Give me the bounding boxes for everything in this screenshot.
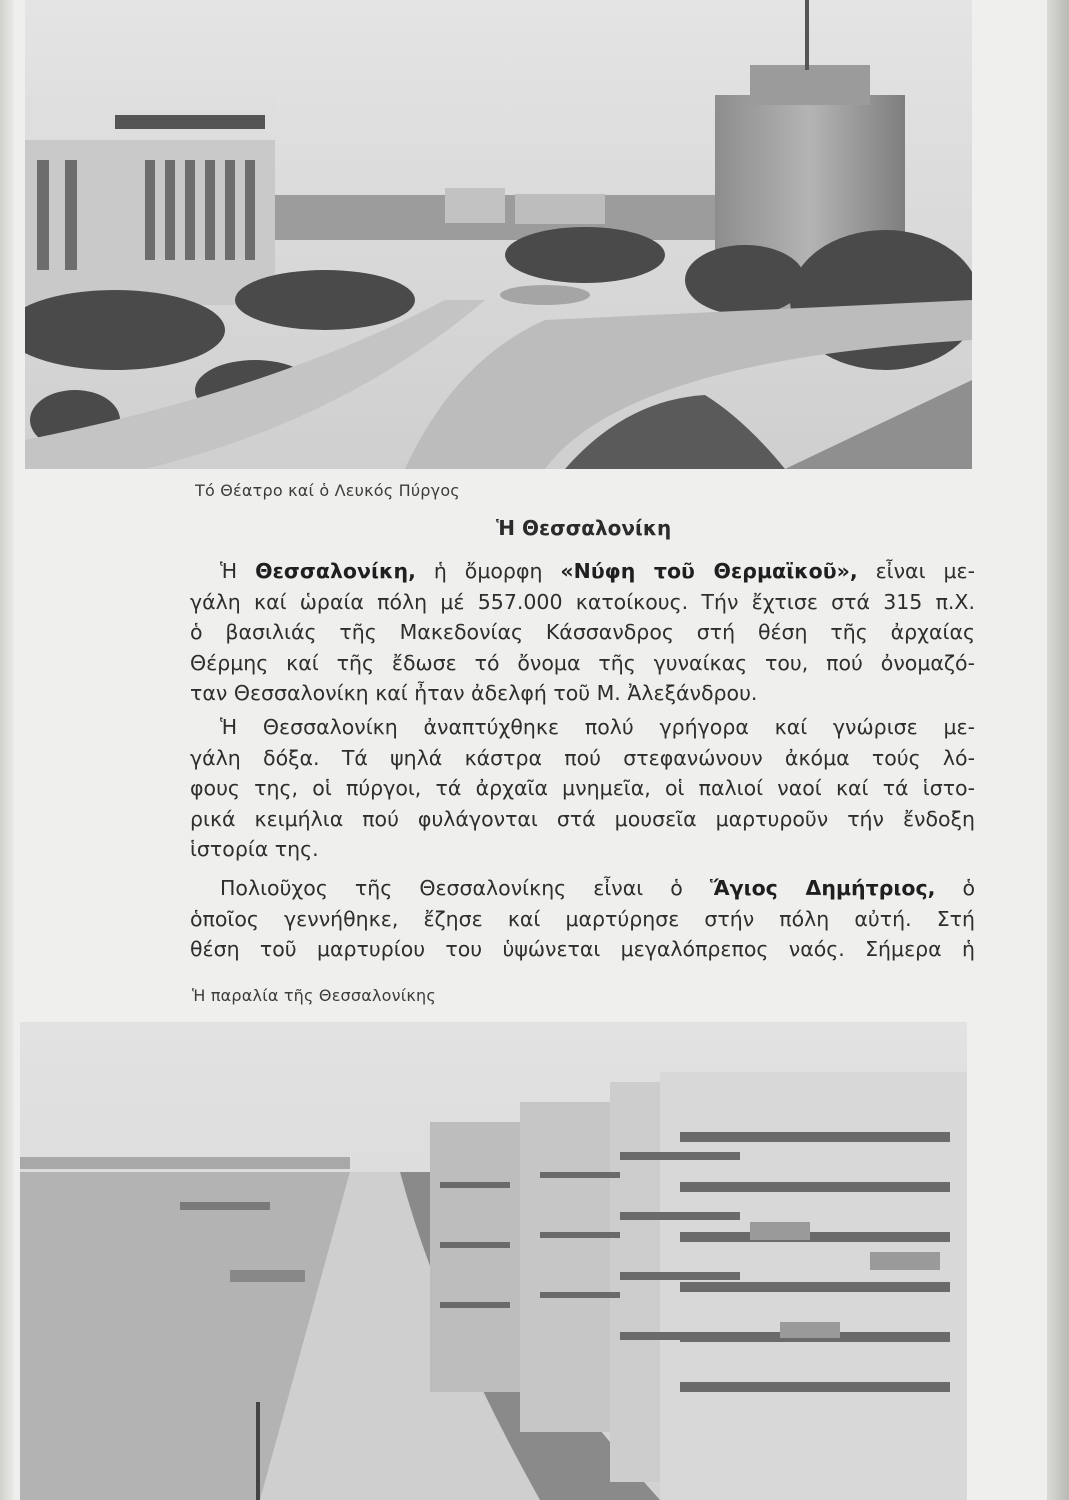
paragraph-2-line-3: φους της, οἱ πύργοι, τά ἀρχαῖα μνημεῖα, οἱ παλιοί ναοί καί τά ἱστο- — [190, 776, 975, 800]
paragraph-2-line-1: Ἡ Θεσσαλονίκη ἀναπτύχθηκε πολύ γρήγορα καί γνώρισε με- — [220, 715, 975, 739]
paragraph-1-line-5: ταν Θεσσαλονίκη καί ἦταν ἀδελφή τοῦ Μ. Ἀλεξάνδρου. — [190, 681, 758, 705]
paragraph-2-line-4: ρικά κειμήλια πού φυλάγονται στά μουσεῖα μαρτυροῦν τήν ἔνδοξη — [190, 806, 975, 831]
text-run: Πολιοῦχος τῆς Θεσσαλονίκης εἶναι ὁ — [220, 876, 710, 900]
bold-term-agios-dimitrios: Ἅγιος Δημήτριος, — [709, 876, 936, 900]
paragraph-1 — [190, 556, 975, 709]
section-title: Ἡ Θεσσαλονίκη — [496, 516, 672, 540]
paragraph-3-line-3: θέση τοῦ μαρτυρίου του ὑψώνεται μεγαλόπρεπος ναός. Σήμερα ἡ — [190, 937, 975, 961]
bold-term-nymfi: «Νύφη τοῦ Θερμαϊκοῦ», — [560, 559, 858, 583]
page-left-edge — [0, 0, 14, 1500]
paragraph-3-line-1 — [190, 873, 975, 904]
paragraph-1-line-2: γάλη καί ὡραία πόλη μέ 557.000 κατοίκους. Τήν ἔχτισε στά 315 π.Χ. — [190, 589, 975, 614]
text-run: ἡ ὄμορφη — [415, 559, 561, 583]
paragraph-1-line-1 — [190, 556, 975, 587]
bold-term-thessaloniki: Θεσσαλονίκη, — [255, 559, 416, 583]
text-run: Ἡ — [220, 559, 256, 583]
paragraph-2-line-5: ἱστορία της. — [190, 837, 319, 861]
photo-theatre-white-tower-image — [25, 0, 972, 469]
photo-seafront — [20, 1022, 967, 1500]
paragraph-3 — [190, 873, 975, 965]
text-run: ὁ — [935, 876, 975, 900]
photo-caption-theatre: Τό Θέατρο καί ὁ Λευκός Πύργος — [195, 481, 460, 500]
paragraph-2 — [190, 712, 975, 865]
paragraph-1-line-4: Θέρμης καί τῆς ἔδωσε τό ὄνομα τῆς γυναίκας του, πού ὀνομαζό- — [190, 650, 975, 675]
text-run: εἶναι με- — [857, 559, 975, 583]
paragraph-2-line-2: γάλη δόξα. Τά ψηλά κάστρα πού στεφανώνουν ἀκόμα τούς λό- — [190, 745, 975, 770]
photo-theatre-white-tower — [25, 0, 972, 469]
page-right-edge — [1047, 0, 1069, 1500]
paragraph-1-line-3: ὁ βασιλιάς τῆς Μακεδονίας Κάσσανδρος στή θέση τῆς ἀρχαίας — [190, 620, 975, 644]
paragraph-3-line-2: ὁποῖος γεννήθηκε, ἔζησε καί μαρτύρησε στήν πόλη αὐτή. Στή — [190, 906, 975, 931]
photo-seafront-image — [20, 1022, 967, 1500]
photo-caption-seafront: Ἡ παραλία τῆς Θεσσαλονίκης — [192, 986, 436, 1005]
